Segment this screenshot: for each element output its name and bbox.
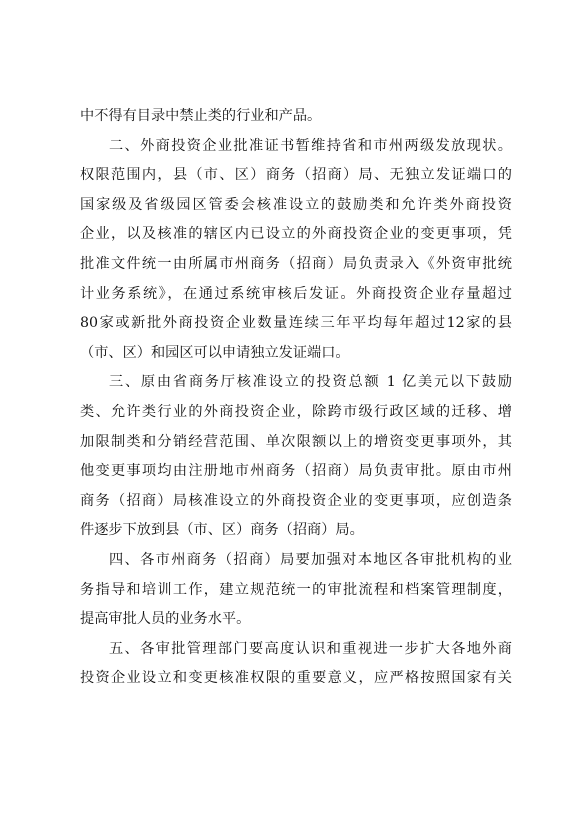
text-line: 中不得有目录中禁止类的行业和产品。	[80, 108, 322, 124]
text-line: 权限范围内，县（市、区）商务（招商）局、无独立发证端口的	[80, 167, 512, 184]
text-line: 提高审批人员的业务水平。	[80, 611, 251, 628]
text-line: 三、原由省商务厅核准设立的投资总额 1 亿美元以下鼓励	[109, 374, 512, 391]
text-line: 件逐步下放到县（市、区）商务（招商）局。	[80, 522, 364, 539]
text-line: 四、各市州商务（招商）局要加强对本地区各审批机构的业	[109, 551, 512, 568]
text-line: 批准文件统一由所属市州商务（招商）局负责录入《外资审批统	[80, 255, 512, 272]
text-line: 80家或新批外商投资企业数量连续三年平均每年超过12家的县	[80, 315, 512, 332]
document-body	[80, 102, 512, 694]
text-line: 企业，以及核准的辖区内已设立的外商投资企业的变更事项，凭	[80, 226, 512, 243]
text-line: 国家级及省级园区管委会核准设立的鼓励类和允许类外商投资	[80, 196, 512, 213]
text-line: 他变更事项均由注册地市州商务（招商）局负责审批。原由市州	[80, 463, 512, 480]
text-line: （市、区）和园区可以申请独立发证端口。	[80, 344, 350, 361]
text-line: 投资企业设立和变更核准权限的重要意义，应严格按照国家有关	[80, 670, 512, 687]
text-line: 计业务系统》，在通过系统审核后发证。外商投资企业存量超过	[80, 285, 512, 302]
text-line: 务指导和培训工作，建立规范统一的审批流程和档案管理制度，	[80, 581, 512, 598]
text-line: 二、外商投资企业批准证书暂维持省和市州两级发放现状。	[109, 137, 512, 154]
text-line: 类、允许类行业的外商投资企业，除跨市级行政区域的迁移、增	[80, 403, 512, 420]
text-line: 商务（招商）局核准设立的外商投资企业的变更事项，应创造条	[80, 492, 512, 509]
text-line: 加限制类和分销经营范围、单次限额以上的增资变更事项外，其	[80, 433, 512, 450]
text-line: 五、各审批管理部门要高度认识和重视进一步扩大各地外商	[109, 640, 512, 657]
